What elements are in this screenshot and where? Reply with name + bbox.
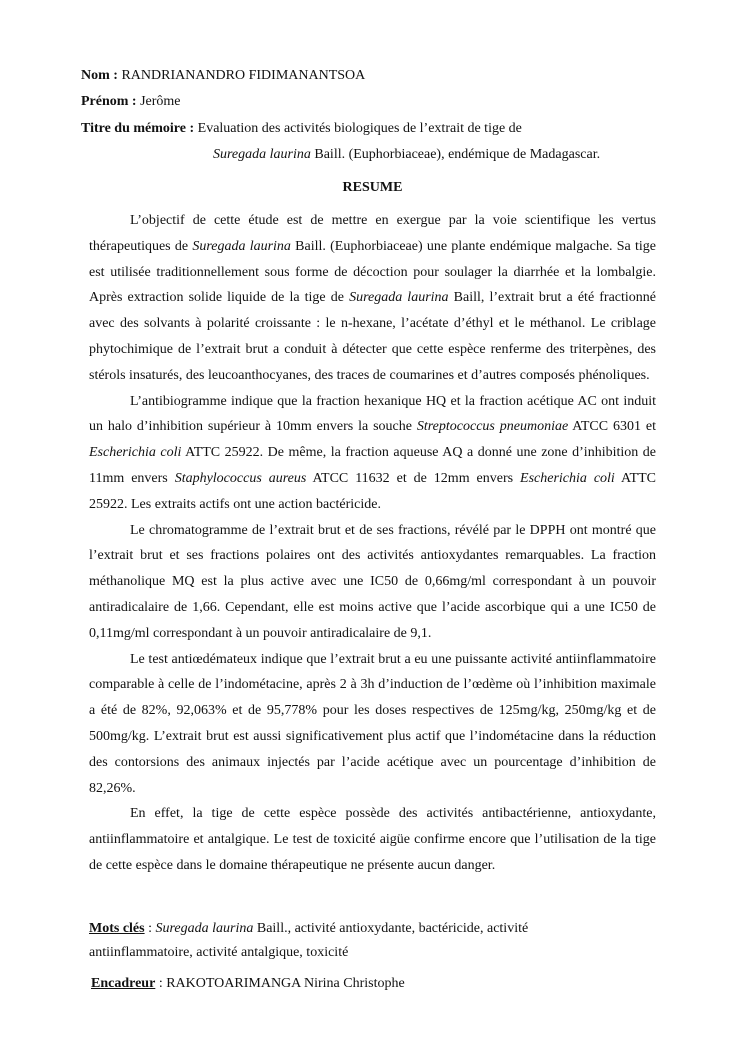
species-name: Escherichia coli: [520, 470, 615, 486]
encadreur-line: [91, 975, 405, 992]
titre-line-2: [213, 146, 600, 163]
text-run: ATCC 6301 et: [568, 419, 656, 435]
text-run: ATTC 25922. Les extraits actifs ont une action bactéricide.: [89, 470, 656, 512]
encadreur-sep: :: [155, 976, 167, 991]
text-run: ATTC 25922. De même, la fraction aqueuse AQ a donné une zone d’inhibition de 11mm envers: [89, 445, 656, 486]
prenom-value: Jerôme: [140, 94, 181, 109]
encadreur-value: RAKOTOARIMANGA Nirina Christophe: [166, 976, 405, 991]
species-name: Suregada laurina: [349, 290, 449, 306]
text-run: Baill, l’extrait brut a été fractionné avec des solvants à polarité croissante : le n-hexane, l’acétate d’éthyl et le méthanol. Le criblage phytochimique de l’extrait brut a conduit à détecter que cette espèce renferme des triterpènes, des stérols insaturés, des leucoanthocyanes, des traces de coumarines et d’autres composés phénoliques.: [89, 290, 657, 383]
species-name: Staphylococcus aureus: [174, 470, 307, 486]
prenom-label: Prénom :: [81, 94, 137, 109]
abstract-body: [89, 208, 656, 879]
text-run: Baill. (Euphorbiaceae) une plante endémique malgache. Sa tige est utilisée traditionnellement sous forme de décoction pour soulager la diarrhée et la lombalgie. Après extraction solide liquide de la tige de: [89, 238, 656, 306]
titre-value-line1: Evaluation des activités biologiques de l’extrait de tige de: [197, 121, 522, 136]
abstract-paragraph-3: [89, 518, 656, 647]
abstract-paragraph-1: [89, 208, 656, 389]
species-name: Streptococcus pneumoniae: [416, 419, 569, 435]
abstract-paragraph-5: [89, 801, 656, 878]
nom-value: RANDRIANANDRO FIDIMANANTSOA: [121, 68, 366, 83]
abstract-paragraph-2: [89, 389, 656, 518]
titre-label: Titre du mémoire :: [81, 121, 195, 136]
nom-line: [81, 67, 365, 84]
keywords-species: Suregada laurina: [155, 921, 254, 936]
titre-species: Suregada laurina: [213, 147, 311, 162]
text-run: L’objectif de cette étude est de mettre en exergue par la voie scientifique les vertus thérapeutiques de: [89, 213, 656, 254]
keywords-sep: :: [144, 921, 156, 936]
text-run: ATCC 11632 et de 12mm envers: [306, 470, 521, 486]
text-run: Le test antiœdémateux indique que l’extrait brut a eu une puissante activité antiinflammatoire comparable à celle de l’indométacine, après 2 à 3h d’induction de l’œdème où l’inhibition maximale a été de 82%, 92,063% et de 95,778% pour les doses respectives de 125mg/kg, 250mg/kg et de 500mg/kg. L’extrait brut est aussi significativement plus actif que l’indométacine dans la réduction des contorsions des animaux injectés par l’acide acétique avec un pourcentage d’inhibition de 82,26%.: [89, 651, 656, 796]
species-name: Escherichia coli: [89, 445, 182, 461]
titre-line: [81, 120, 522, 137]
resume-heading: RESUME: [342, 180, 403, 195]
text-run: Le chromatogramme de l’extrait brut et de ses fractions, révélé par le DPPH ont montré que l’extrait brut et ses fractions polaires ont des activités antioxydantes remarquables. La fraction méthanolique MQ est la plus active avec une IC50 de 0,66mg/ml correspondant à un pouvoir antiradicalaire de 1,66. Cependant, elle est moins active que l’acide ascorbique qui a une IC50 de 0,11mg/ml correspondant à un pouvoir antiradicalaire de 9,1.: [89, 522, 656, 641]
keywords-text: Baill., activité antioxydante, bactéricide, activité antiinflammatoire, activité antalgique, toxicité: [89, 921, 529, 960]
prenom-line: [81, 93, 181, 110]
keywords-block: [89, 917, 629, 965]
species-name: Suregada laurina: [192, 238, 291, 254]
nom-label: Nom :: [81, 68, 118, 83]
text-run: L’antibiogramme indique que la fraction hexanique HQ et la fraction acétique AC ont induit un halo d’inhibition supérieur à 10mm envers la souche: [89, 393, 656, 435]
titre-value-line2: Baill. (Euphorbiaceae), endémique de Madagascar.: [314, 147, 601, 162]
encadreur-label: Encadreur: [91, 976, 156, 991]
text-run: En effet, la tige de cette espèce possède des activités antibactérienne, antioxydante, antiinflammatoire et antalgique. Le test de toxicité aigüe confirme encore que l’utilisation de la tige de cette espèce dans le domaine thérapeutique ne présente aucun danger.: [89, 806, 656, 873]
abstract-paragraph-4: [89, 647, 656, 802]
keywords-label: Mots clés: [89, 921, 145, 936]
